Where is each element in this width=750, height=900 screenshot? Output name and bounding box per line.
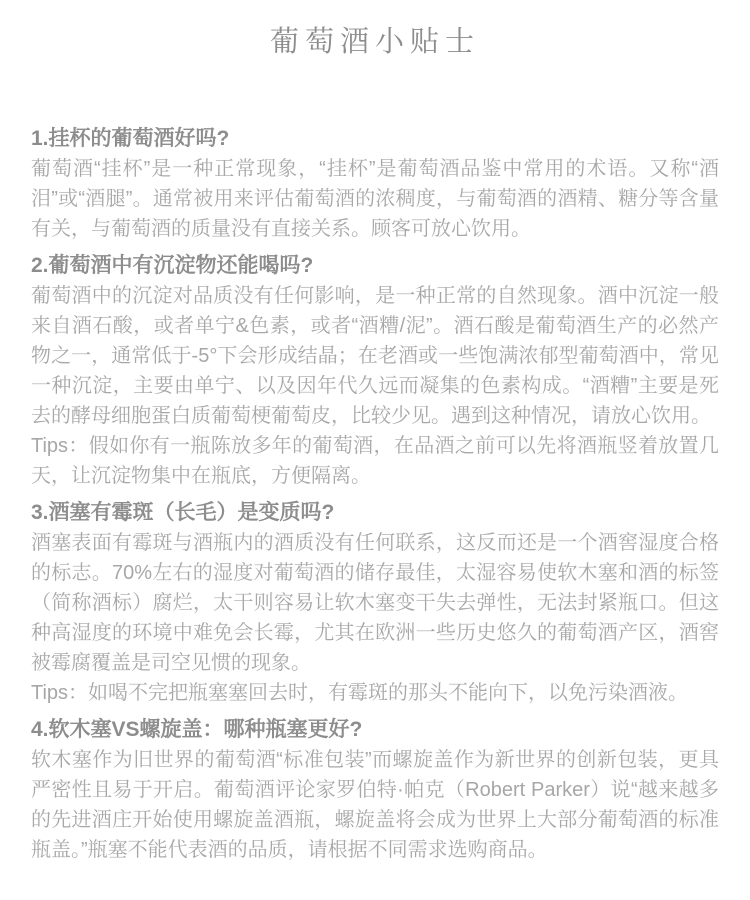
section-2-paragraph: 葡萄酒中的沉淀对品质没有任何影响，是一种正常的自然现象。酒中沉淀一般来自酒石酸，或者单宁&色素，或者“酒糟/泥”。酒石酸是葡萄酒生产的必然产物之一，通常低于-5°下会形成结晶；在老酒或一些饱满浓郁型葡萄酒中，常见一种沉淀，主要由单宁、以及因年代久远而凝集的色素构成。“酒糟”主要是死去的酵母细胞蛋白质葡萄梗葡萄皮，比较少见。遇到这种情况，请放心饮用。: [31, 285, 719, 427]
section-cork-vs-screwcap: [31, 715, 719, 865]
section-heading-2: 2.葡萄酒中有沉淀物还能喝吗?: [31, 254, 314, 277]
section-3-paragraph: 酒塞表面有霉斑与酒瓶内的酒质没有任何联系，这反而还是一个酒窖湿度合格的标志。70%左右的湿度对葡萄酒的储存最佳，太湿容易使软木塞和酒的标签（简称酒标）腐烂，太干则容易让软木塞变干失去弹性，无法封紧瓶口。但这种高湿度的环境中难免会长霉，尤其在欧洲一些历史悠久的葡萄酒产区，酒窖被霉腐覆盖是司空见惯的现象。: [31, 532, 719, 674]
section-4-paragraph: 软木塞作为旧世界的葡萄酒“标准包装”而螺旋盖作为新世界的创新包装，更具严密性且易于开启。葡萄酒评论家罗伯特·帕克（Robert Parker）说“越来越多的先进酒庄开始使用螺旋盖酒瓶，螺旋盖将会成为世界上大部分葡萄酒的标准瓶盖。”瓶塞不能代表酒的品质，请根据不同需求选购商品。: [31, 749, 719, 861]
section-cork-mold: [31, 498, 719, 708]
page-title: 葡萄酒小贴士: [269, 26, 480, 58]
section-2-tips-paragraph: Tips：假如你有一瓶陈放多年的葡萄酒，在品酒之前可以先将酒瓶竖着放置几天，让沉淀物集中在瓶底，方便隔离。: [31, 435, 719, 487]
section-hanging-wine-legs: [31, 124, 719, 244]
section-heading-1: 1.挂杯的葡萄酒好吗?: [31, 127, 230, 150]
section-heading-3: 3.酒塞有霉斑（长毛）是变质吗?: [31, 501, 335, 524]
section-1-paragraph: 葡萄酒“挂杯”是一种正常现象，“挂杯”是葡萄酒品鉴中常用的术语。又称“酒泪”或“酒腿”。通常被用来评估葡萄酒的浓稠度，与葡萄酒的酒精、糖分等含量有关，与葡萄酒的质量没有直接关系。顾客可放心饮用。: [31, 158, 719, 240]
section-sediment: [31, 251, 719, 491]
section-heading-4: 4.软木塞VS螺旋盖：哪种瓶塞更好?: [31, 718, 363, 741]
section-3-tips-paragraph: Tips：如喝不完把瓶塞塞回去时，有霉斑的那头不能向下，以免污染酒液。: [31, 682, 689, 704]
